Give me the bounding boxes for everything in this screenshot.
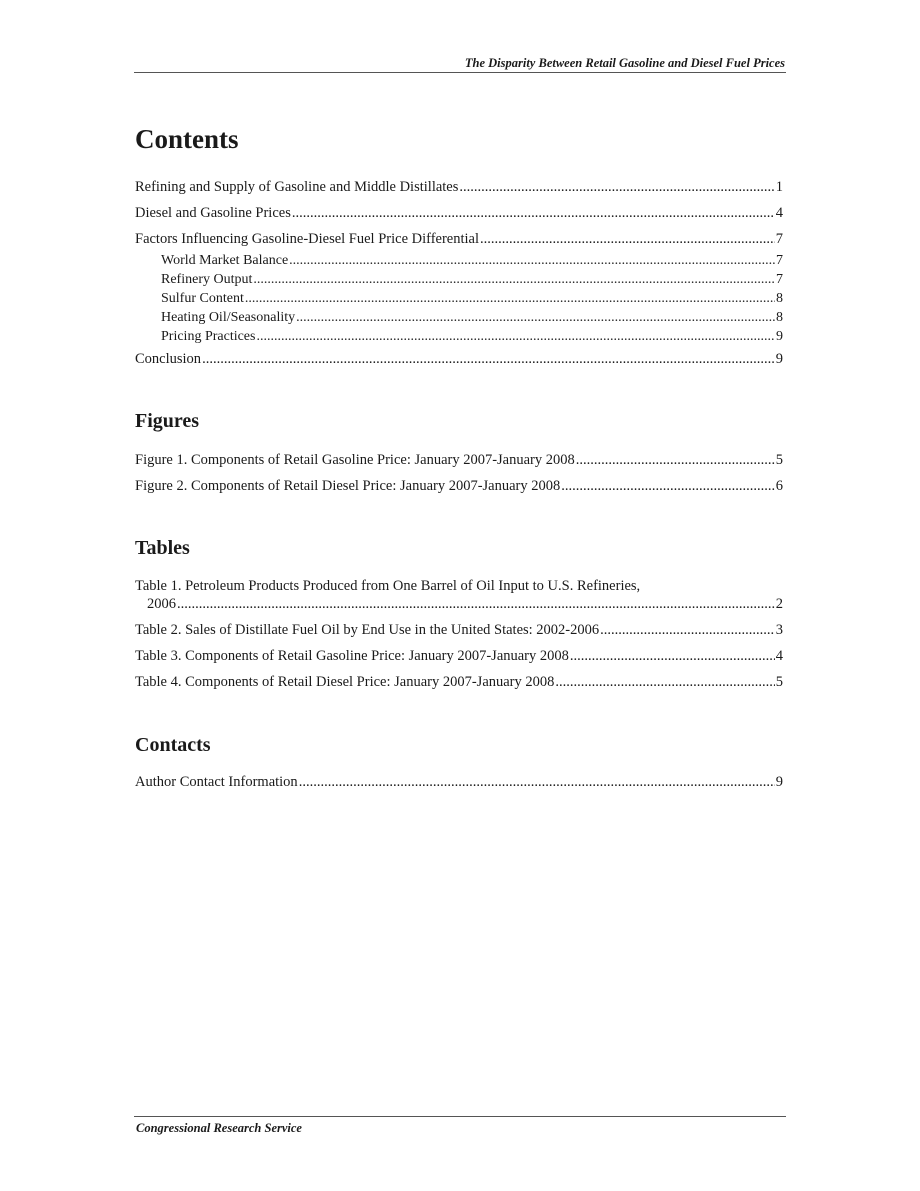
toc-entry-page: 4: [775, 205, 783, 221]
dot-leader: [555, 673, 774, 691]
toc-entry-label: Conclusion: [135, 351, 202, 367]
dot-leader: [177, 595, 775, 613]
dot-leader: [202, 350, 775, 368]
toc-entry-page: 9: [775, 774, 783, 790]
toc-subentry[interactable]: [161, 252, 783, 270]
toc-entry-label: Refining and Supply of Gasoline and Middle Distillates: [135, 179, 459, 195]
toc-entry[interactable]: [135, 647, 783, 665]
dot-leader: [296, 309, 775, 327]
dot-leader: [459, 178, 774, 196]
dot-leader: [292, 204, 775, 222]
running-footer: Congressional Research Service: [136, 1121, 302, 1135]
toc-entry-page: 2: [775, 596, 783, 612]
dot-leader: [570, 647, 775, 665]
toc-entry-page: 5: [775, 674, 783, 690]
toc-entry-label: Table 1. Petroleum Products Produced from One Barrel of Oil Input to U.S. Refineries,: [135, 578, 641, 594]
toc-entry[interactable]: [135, 204, 783, 222]
dot-leader: [253, 271, 775, 289]
dot-leader: [245, 290, 775, 308]
toc-entry-label: Figure 2. Components of Retail Diesel Price: January 2007-January 2008: [135, 478, 561, 494]
toc-entry-label: Factors Influencing Gasoline-Diesel Fuel Price Differential: [135, 231, 479, 247]
toc-entry-page: 3: [775, 622, 783, 638]
toc-entry-label: Author Contact Information: [135, 774, 298, 790]
dot-leader: [256, 328, 775, 346]
toc-entry[interactable]: [135, 350, 783, 368]
toc-entry-page: 6: [775, 478, 783, 494]
toc-subentry[interactable]: [161, 328, 783, 346]
dot-leader: [561, 477, 774, 495]
toc-entry-page: 9: [775, 351, 783, 367]
toc-entry[interactable]: [135, 230, 783, 248]
toc-entry-label: World Market Balance: [161, 253, 289, 268]
figures-heading: Figures: [135, 410, 200, 432]
toc-entry-label: Table 2. Sales of Distillate Fuel Oil by End Use in the United States: 2002-2006: [135, 622, 600, 638]
toc-entry-label: Pricing Practices: [161, 329, 256, 344]
dot-leader: [299, 773, 775, 791]
toc-entry[interactable]: [135, 477, 783, 495]
toc-subentry[interactable]: [161, 309, 783, 327]
toc-subentry[interactable]: [161, 271, 783, 289]
toc-entry-label: Sulfur Content: [161, 291, 244, 306]
toc-entry[interactable]: [135, 577, 783, 595]
toc-entry-page: 7: [776, 272, 783, 287]
toc-entry[interactable]: [135, 621, 783, 639]
contents-heading: Contents: [135, 124, 239, 154]
dot-leader: [600, 621, 775, 639]
toc-entry-label: Figure 1. Components of Retail Gasoline Price: January 2007-January 2008: [135, 452, 575, 468]
toc-entry-continuation[interactable]: [147, 595, 783, 613]
toc-subentry[interactable]: [161, 290, 783, 308]
toc-entry-page: 8: [776, 291, 783, 306]
tables-heading: Tables: [135, 537, 190, 559]
toc-entry-label: Table 3. Components of Retail Gasoline Price: January 2007-January 2008: [135, 648, 569, 664]
footer-divider: [134, 1116, 786, 1117]
header-divider: [134, 72, 786, 73]
toc-entry-page: 7: [775, 231, 783, 247]
toc-entry-label-continuation: 2006: [147, 596, 176, 612]
toc-entry[interactable]: [135, 178, 783, 196]
contacts-heading: Contacts: [135, 734, 211, 756]
toc-entry-label: Table 4. Components of Retail Diesel Price: January 2007-January 2008: [135, 674, 555, 690]
toc-entry-label: Refinery Output: [161, 272, 253, 287]
toc-entry[interactable]: [135, 673, 783, 691]
toc-entry-label: Heating Oil/Seasonality: [161, 310, 296, 325]
toc-entry[interactable]: [135, 773, 783, 791]
toc-entry-page: 9: [776, 329, 783, 344]
toc-entry-page: 7: [776, 253, 783, 268]
dot-leader: [576, 451, 775, 469]
toc-entry[interactable]: [135, 451, 783, 469]
toc-entry-label: Diesel and Gasoline Prices: [135, 205, 291, 221]
dot-leader: [289, 252, 775, 270]
toc-entry-page: 1: [775, 179, 783, 195]
dot-leader: [480, 230, 775, 248]
toc-entry-page: 4: [775, 648, 783, 664]
toc-entry-page: 8: [776, 310, 783, 325]
running-header-title: The Disparity Between Retail Gasoline and Diesel Fuel Prices: [464, 56, 785, 70]
toc-entry-page: 5: [775, 452, 783, 468]
